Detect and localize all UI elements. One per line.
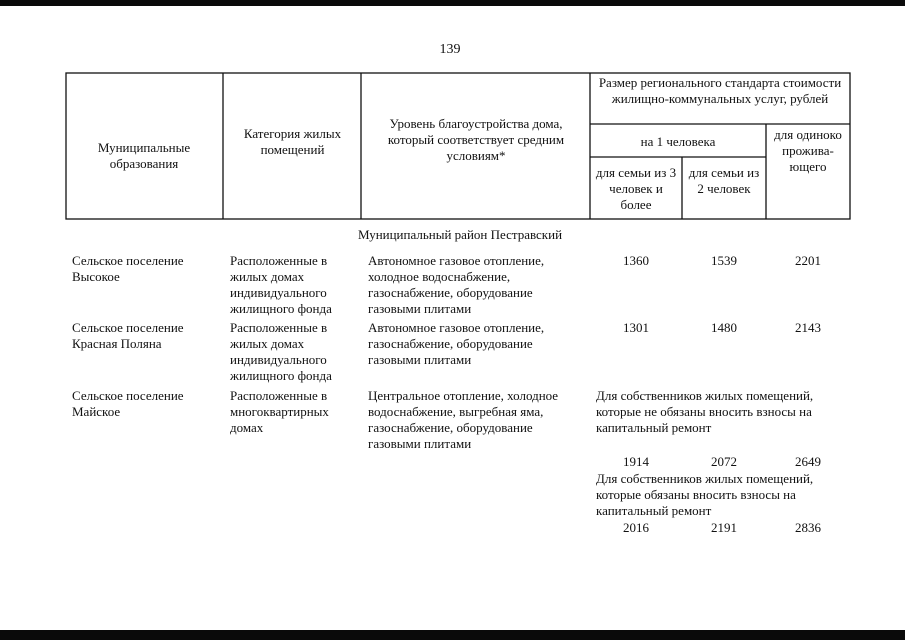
district-heading: Муниципальный район Пестравский [357,227,563,242]
header-single: для одиноко прожива- ющего [774,127,842,174]
row-2-category: Расположенные в жилых домах индивидуального жилищного фонда [230,320,332,383]
header-municipalities: Муниципальные образования [97,140,191,171]
row-3-level: Центральное отопление, холодное водоснабжение, выгребная яма, газоснабжение, оборудование газовыми плитами [368,388,559,451]
row-1-single: 2201 [795,253,821,268]
page-number: 139 [439,42,461,57]
row-3-note-repair-fee: Для собственников жилых помещений, которые обязаны вносить взносы на капитальный ремонт [596,471,814,518]
row-3b-family-3: 2016 [623,520,649,535]
row-3-municipality: Сельское поселение Майское [72,388,184,419]
header-family-2: для семьи из 2 человек [688,165,760,196]
header-standard: Размер регионального стандарта стоимости жилищно-коммунальных услуг, рублей [598,75,842,106]
row-3-note-no-repair-fee: Для собственников жилых помещений, которые не обязаны вносить взносы на капитальный ремонт [596,388,814,435]
row-3a-family-2: 2072 [711,454,737,469]
row-3a-single: 2649 [795,454,821,469]
header-category: Категория жилых помещений [243,126,342,157]
row-2-family-2: 1480 [711,320,737,335]
row-2-single: 2143 [795,320,821,335]
row-3a-family-3: 1914 [623,454,649,469]
header-family-3: для семьи из 3 человек и более [595,165,677,212]
row-2-family-3: 1301 [623,320,649,335]
row-2-municipality: Сельское поселение Красная Поляна [72,320,184,351]
row-1-family-3: 1360 [623,253,649,268]
row-1-municipality: Сельское поселение Высокое [72,253,184,284]
row-1-category: Расположенные в жилых домах индивидуального жилищного фонда [230,253,332,316]
header-per-person: на 1 человека [640,134,716,149]
row-3b-single: 2836 [795,520,821,535]
row-3-category: Расположенные в многоквартирных домах [230,388,329,435]
row-3b-family-2: 2191 [711,520,737,535]
header-level: Уровень благоустройства дома, который соответствует средним условиям* [387,116,565,163]
row-1-family-2: 1539 [711,253,737,268]
row-1-level: Автономное газовое отопление, холодное водоснабжение, газоснабжение, оборудование газовыми плитами [368,253,545,316]
row-2-level: Автономное газовое отопление, газоснабжение, оборудование газовыми плитами [368,320,545,367]
